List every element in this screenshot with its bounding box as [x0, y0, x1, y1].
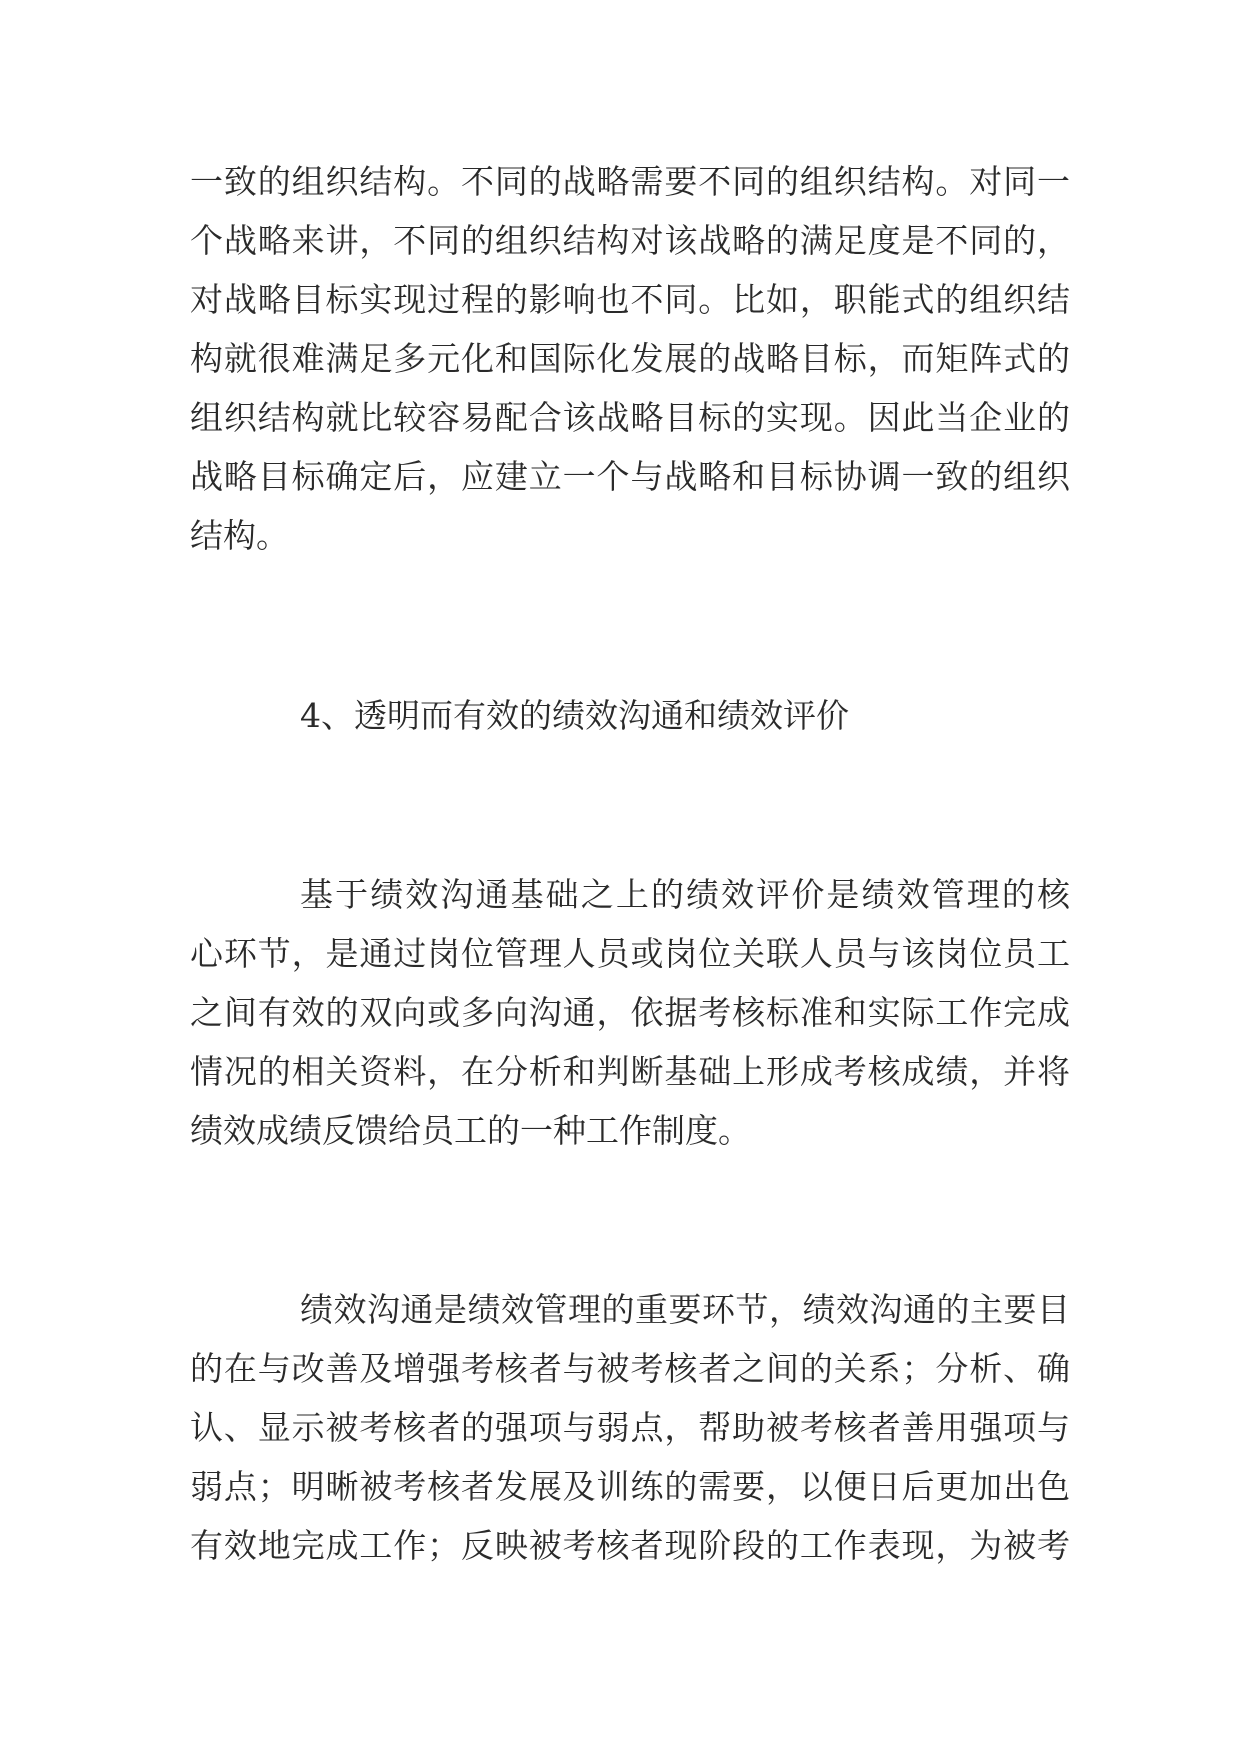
paragraph-1-line-3: 对战略目标实现过程的影响也不同。比如，职能式的组织结: [190, 280, 1070, 319]
paragraph-1-line-2: 个战略来讲，不同的组织结构对该战略的满足度是不同的，: [190, 221, 1070, 260]
paragraph-2-line-3: 之间有效的双向或多向沟通，依据考核标准和实际工作完成: [190, 993, 1070, 1032]
paragraph-2-line-1: 基于绩效沟通基础之上的绩效评价是绩效管理的核: [300, 875, 1070, 914]
paragraph-1-line-6: 战略目标确定后，应建立一个与战略和目标协调一致的组织: [190, 457, 1070, 496]
paragraph-1-line-7: 结构。: [190, 516, 289, 555]
paragraph-3-line-2: 的在与改善及增强考核者与被考核者之间的关系；分析、确: [190, 1349, 1070, 1388]
paragraph-2-line-2: 心环节，是通过岗位管理人员或岗位关联人员与该岗位员工: [190, 934, 1070, 973]
paragraph-3-line-4: 弱点；明晰被考核者发展及训练的需要，以便日后更加出色: [190, 1467, 1070, 1506]
paragraph-1-line-5: 组织结构就比较容易配合该战略目标的实现。因此当企业的: [190, 398, 1070, 437]
paragraph-3-line-5: 有效地完成工作；反映被考核者现阶段的工作表现，为被考: [190, 1526, 1070, 1565]
paragraph-1-line-4: 构就很难满足多元化和国际化发展的战略目标，而矩阵式的: [190, 339, 1070, 378]
paragraph-1-line-1: 一致的组织结构。不同的战略需要不同的组织结构。对同一: [190, 162, 1070, 201]
paragraph-2-line-5: 绩效成绩反馈给员工的一种工作制度。: [190, 1111, 751, 1150]
paragraph-2-line-4: 情况的相关资料，在分析和判断基础上形成考核成绩，并将: [190, 1052, 1070, 1091]
section-heading: 4、透明而有效的绩效沟通和绩效评价: [300, 696, 849, 735]
paragraph-3-line-3: 认、显示被考核者的强项与弱点，帮助被考核者善用强项与: [190, 1408, 1070, 1447]
paragraph-3-line-1: 绩效沟通是绩效管理的重要环节，绩效沟通的主要目: [300, 1290, 1070, 1329]
